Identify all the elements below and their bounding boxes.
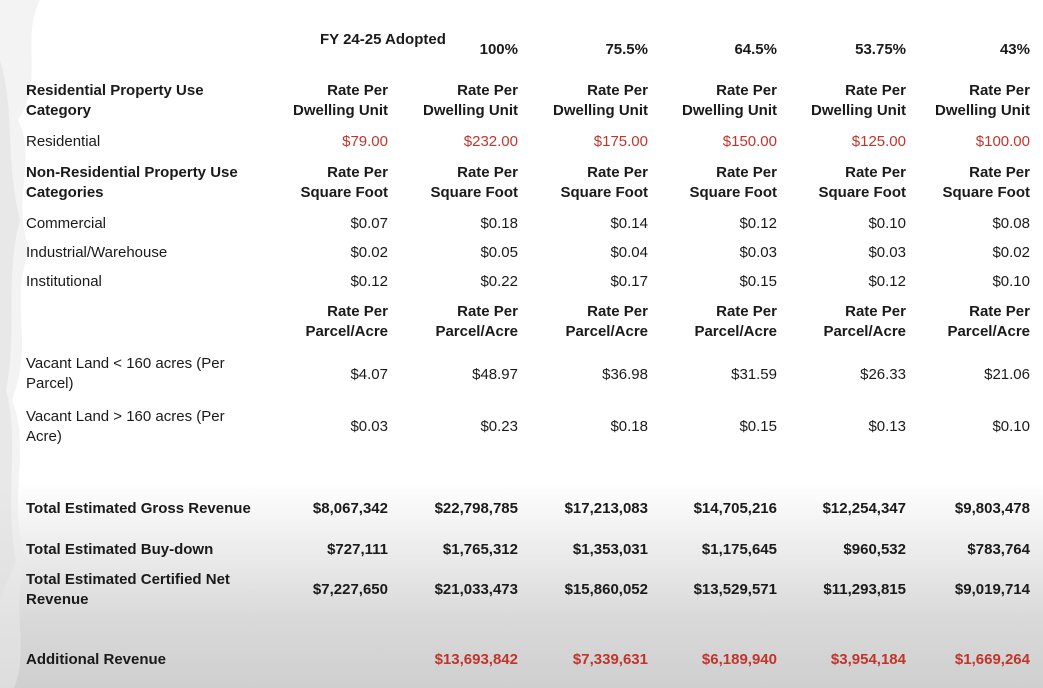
rate-label-line: Rate Per [327, 303, 388, 320]
industrial-value-5: $0.02 [992, 244, 1030, 261]
industrial-value-4: $0.03 [868, 244, 906, 261]
buy-down-value-0: $727,111 [327, 541, 388, 558]
rate-label-dwelling-1 [410, 81, 518, 121]
rate-label-line: Parcel/Acre [823, 323, 906, 340]
vacant-small-label: Vacant Land < 160 acres (Per Parcel) [26, 355, 225, 392]
additional-revenue-value-4: $3,954,184 [830, 651, 906, 668]
rate-label-dwelling-0 [288, 81, 388, 121]
rate-label-line: Rate Per [716, 303, 777, 320]
vacant-large-value-5: $0.10 [992, 418, 1030, 435]
commercial-value-5: $0.08 [992, 215, 1030, 232]
institutional-value-4: $0.12 [868, 273, 906, 290]
vacant-small-value-4: $26.33 [860, 366, 906, 383]
buy-down-value-3: $1,175,645 [701, 541, 777, 558]
rate-label-dwelling-2 [540, 81, 648, 121]
institutional-value-2: $0.17 [610, 273, 648, 290]
rate-label-parcel-acre-0 [288, 302, 388, 342]
rate-label-line: Rate Per [327, 82, 388, 99]
column-header-64-5: 64.5% [734, 41, 777, 58]
vacant-small-value-1: $48.97 [472, 366, 518, 383]
residential-category-label: Residential Property Use Category [26, 82, 204, 119]
vacant-large-value-2: $0.18 [610, 418, 648, 435]
residential-value-4: $125.00 [851, 133, 906, 150]
rate-label-dwelling-4 [798, 81, 906, 121]
institutional-label: Institutional [26, 273, 102, 290]
rate-label-line: Dwelling Unit [811, 102, 906, 119]
vacant-large-value-1: $0.23 [480, 418, 518, 435]
institutional-value-5: $0.10 [992, 273, 1030, 290]
rate-label-line: Rate Per [587, 82, 648, 99]
commercial-value-3: $0.12 [739, 215, 777, 232]
rate-label-dwelling-5 [925, 81, 1030, 121]
rate-label-line: Rate Per [587, 303, 648, 320]
gross-revenue-value-2: $17,213,083 [564, 500, 648, 517]
rate-label-square-foot-2 [540, 163, 648, 203]
net-revenue-value-4: $11,293,815 [823, 581, 906, 598]
rate-label-line: Rate Per [969, 164, 1030, 181]
rate-label-line: Dwelling Unit [553, 102, 648, 119]
rate-label-line: Square Foot [942, 184, 1030, 201]
commercial-value-4: $0.10 [868, 215, 906, 232]
residential-value-3: $150.00 [722, 133, 777, 150]
rate-label-parcel-acre-4 [798, 302, 906, 342]
net-revenue-value-2: $15,860,052 [564, 581, 648, 598]
gross-revenue-label: Total Estimated Gross Revenue [26, 500, 251, 517]
industrial-value-0: $0.02 [350, 244, 388, 261]
rate-label-line: Square Foot [300, 184, 388, 201]
rate-label-parcel-acre-1 [410, 302, 518, 342]
vacant-small-value-2: $36.98 [602, 366, 648, 383]
rate-label-square-foot-4 [798, 163, 906, 203]
rate-label-line: Rate Per [845, 82, 906, 99]
rate-label-line: Dwelling Unit [423, 102, 518, 119]
rate-label-line: Parcel/Acre [435, 323, 518, 340]
buy-down-value-2: $1,353,031 [572, 541, 648, 558]
rate-label-line: Dwelling Unit [935, 102, 1030, 119]
rate-label-line: Dwelling Unit [682, 102, 777, 119]
institutional-value-3: $0.15 [739, 273, 777, 290]
industrial-value-3: $0.03 [739, 244, 777, 261]
net-revenue-value-0: $7,227,650 [312, 581, 388, 598]
additional-revenue-label: Additional Revenue [26, 651, 167, 668]
column-header-75-5: 75.5% [605, 41, 648, 58]
non-residential-category-label: Non-Residential Property Use Categories [26, 164, 238, 201]
rate-label-line: Rate Per [845, 164, 906, 181]
institutional-value-1: $0.22 [480, 273, 518, 290]
rate-label-line: Rate Per [716, 164, 777, 181]
vacant-small-value-5: $21.06 [984, 366, 1030, 383]
rate-label-line: Parcel/Acre [565, 323, 648, 340]
additional-revenue-value-1: $13,693,842 [434, 651, 518, 668]
rate-label-line: Square Foot [689, 184, 777, 201]
residential-label: Residential [26, 133, 101, 150]
additional-revenue-value-3: $6,189,940 [701, 651, 777, 668]
rate-label-line: Square Foot [430, 184, 518, 201]
gross-revenue-value-3: $14,705,216 [693, 500, 777, 517]
rate-label-line: Rate Per [457, 164, 518, 181]
rate-label-line: Parcel/Acre [947, 323, 1030, 340]
residential-value-5: $100.00 [975, 133, 1030, 150]
rate-label-line: Rate Per [457, 82, 518, 99]
rate-label-square-foot-0 [288, 163, 388, 203]
buy-down-label: Total Estimated Buy-down [26, 541, 214, 558]
column-header-100: 100% [479, 41, 518, 58]
commercial-label: Commercial [26, 215, 107, 232]
residential-value-2: $175.00 [593, 133, 648, 150]
gross-revenue-value-5: $9,803,478 [954, 500, 1030, 517]
institutional-value-0: $0.12 [350, 273, 388, 290]
rate-label-line: Dwelling Unit [293, 102, 388, 119]
gross-revenue-value-0: $8,067,342 [312, 500, 388, 517]
commercial-value-1: $0.18 [480, 215, 518, 232]
rate-label-dwelling-3 [669, 81, 777, 121]
buy-down-value-1: $1,765,312 [442, 541, 518, 558]
column-header-fy2425: FY 24-25 Adopted [320, 31, 446, 48]
industrial-value-2: $0.04 [610, 244, 648, 261]
rate-label-line: Rate Per [587, 164, 648, 181]
rate-label-parcel-acre-2 [540, 302, 648, 342]
rate-label-line: Rate Per [457, 303, 518, 320]
vacant-small-value-0: $4.07 [350, 366, 388, 383]
rate-label-square-foot-1 [410, 163, 518, 203]
rate-label-line: Square Foot [560, 184, 648, 201]
commercial-value-2: $0.14 [610, 215, 648, 232]
vacant-large-label: Vacant Land > 160 acres (Per Acre) [26, 408, 225, 445]
commercial-value-0: $0.07 [350, 215, 388, 232]
industrial-label: Industrial/Warehouse [26, 244, 168, 261]
gross-revenue-value-1: $22,798,785 [434, 500, 518, 517]
rate-label-line: Rate Per [327, 164, 388, 181]
rate-label-square-foot-5 [925, 163, 1030, 203]
rate-label-square-foot-3 [669, 163, 777, 203]
industrial-value-1: $0.05 [480, 244, 518, 261]
column-header-43: 43% [999, 41, 1030, 58]
net-revenue-value-3: $13,529,571 [693, 581, 777, 598]
residential-value-1: $232.00 [463, 133, 518, 150]
net-revenue-value-5: $9,019,714 [954, 581, 1030, 598]
vacant-large-value-0: $0.03 [350, 418, 388, 435]
residential-value-0: $79.00 [342, 133, 388, 150]
buy-down-value-5: $783,764 [967, 541, 1030, 558]
rate-label-line: Rate Per [716, 82, 777, 99]
vacant-small-value-3: $31.59 [731, 366, 777, 383]
column-header-53-75: 53.75% [855, 41, 906, 58]
net-revenue-label: Total Estimated Certified Net Revenue [26, 571, 230, 608]
rate-label-line: Parcel/Acre [694, 323, 777, 340]
rate-label-line: Parcel/Acre [305, 323, 388, 340]
rate-label-parcel-acre-3 [669, 302, 777, 342]
net-revenue-value-1: $21,033,473 [434, 581, 518, 598]
additional-revenue-value-5: $1,669,264 [954, 651, 1030, 668]
rate-label-line: Square Foot [818, 184, 906, 201]
rate-label-line: Rate Per [845, 303, 906, 320]
rate-label-line: Rate Per [969, 82, 1030, 99]
buy-down-value-4: $960,532 [843, 541, 906, 558]
additional-revenue-value-2: $7,339,631 [572, 651, 648, 668]
vacant-large-value-4: $0.13 [868, 418, 906, 435]
vacant-large-value-3: $0.15 [739, 418, 777, 435]
gross-revenue-value-4: $12,254,347 [822, 500, 906, 517]
rate-label-parcel-acre-5 [925, 302, 1030, 342]
rate-label-line: Rate Per [969, 303, 1030, 320]
